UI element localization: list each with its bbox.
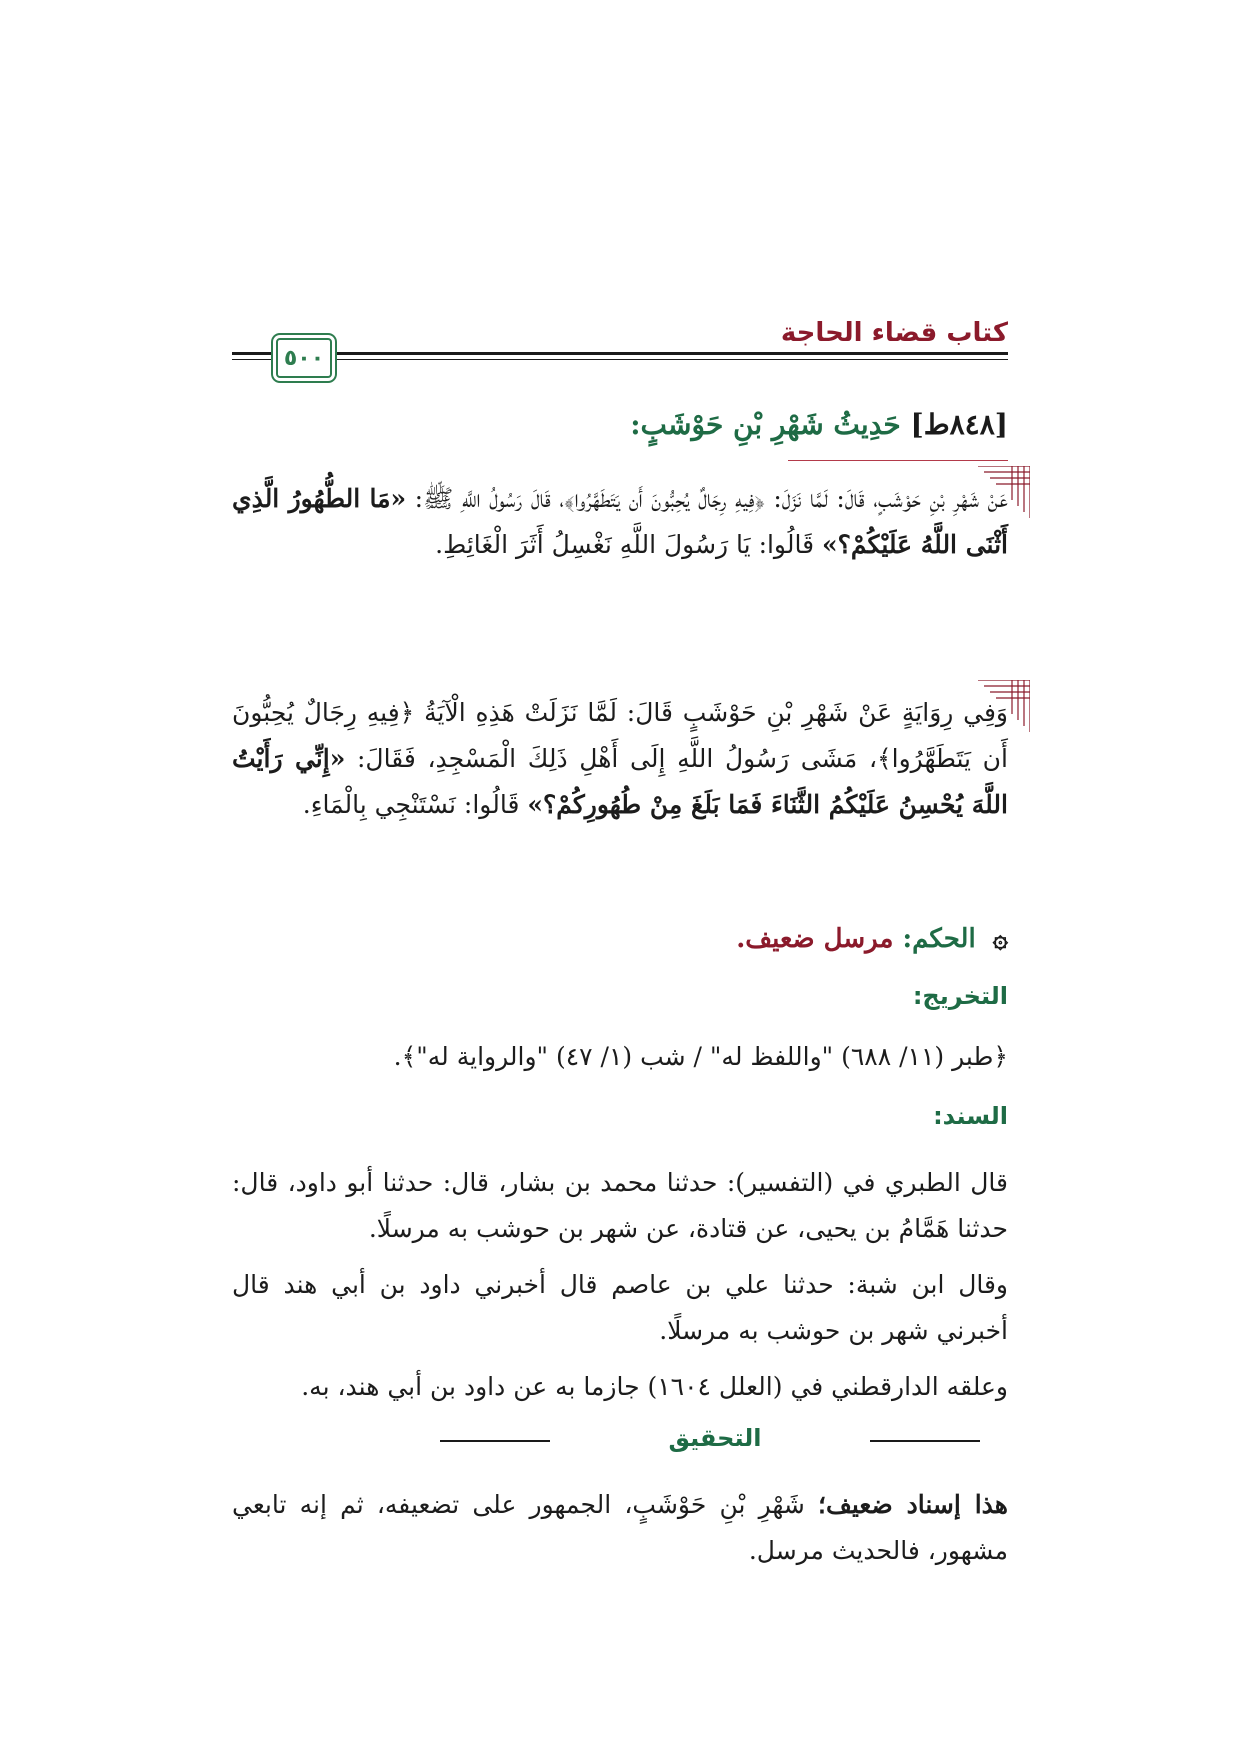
narration-2-text [232, 690, 1008, 828]
narration-block-2 [232, 690, 1008, 828]
ruling-label: الحكم: [902, 924, 976, 954]
book-title: كتاب قضاء الحاجة [780, 318, 1008, 348]
hadith-number: [٨٤٨ط] [910, 408, 1008, 441]
narration-1-prophet-quote: «مَا الطُّهُورُ الَّذِي أَثْنَى اللَّهُ عَلَيْكُمْ؟» [232, 484, 1008, 559]
sanad-paragraph-1: قال الطبري في (التفسير): حدثنا محمد بن بشار، قال: حدثنا أبو داود، قال: حدثنا هَمَّامُ بن يحيى، عن قتادة، عن شهر بن حوشب به مرسلًا. [232, 1168, 1008, 1243]
takhrij-text: ﴿طبر (١١/ ٦٨٨) "واللفظ له" / شب (١/ ٤٧) "والرواية له"﴾. [393, 1042, 1008, 1071]
narration-1-text [232, 476, 1008, 568]
hadith-title: حَدِيثُ شَهْرِ بْنِ حَوْشَبٍ: [630, 408, 901, 441]
narration-1-part-1: عَنْ شَهْرِ بْنِ حَوْشَبٍ، قَالَ: لَمَّا نَزَلَ: ﴿فِيهِ رِجَالٌ يُحِبُّونَ أَن يَتَطَهَّرُوا﴾، قَالَ رَسُولُ اللَّهِ ﷺ: [406, 484, 1008, 513]
narration-2-part-2: قَالُوا: نَسْتَنْجِي بِالْمَاءِ. [302, 790, 528, 819]
tahqiq-divider [0, 1420, 1240, 1460]
heading-rule [788, 460, 1008, 461]
takhrij-heading: التخريج: [912, 982, 1008, 1010]
header-rule [232, 352, 1008, 364]
tahqiq-body: شَهْرِ بْنِ حَوْشَبٍ، الجمهور على تضعيفه، ثم إنه تابعي مشهور، فالحديث مرسل. [232, 1490, 1008, 1565]
narration-block-1 [232, 476, 1008, 568]
ruling [736, 924, 1008, 954]
page-number: ٥٠٠ [276, 338, 332, 378]
narration-2-prophet-quote: «إِنِّي رَأَيْتُ اللَّهَ يُحْسِنُ عَلَيْكُمُ الثَّنَاءَ فَمَا بَلَغَ مِنْ طُهُورِكُمْ؟» [232, 744, 1008, 819]
corner-ornament-icon [978, 680, 1030, 732]
tahqiq-heading: التحقيق [668, 1424, 762, 1452]
sanad-paragraph-3: وعلقه الدارقطني في (العلل ١٦٠٤) جازما به عن داود بن أبي هند، به. [301, 1372, 1008, 1401]
tahqiq-text [232, 1482, 1008, 1574]
sanad-heading: السند: [933, 1102, 1008, 1130]
narration-2-part-1: وَفِي رِوَايَةٍ عَنْ شَهْرِ بْنِ حَوْشَبٍ قَالَ: لَمَّا نَزَلَتْ هَذِهِ الْآيَةُ ﴿فِيهِ رِجَالٌ يُحِبُّونَ أَن يَتَطَهَّرُوا﴾، مَشَى رَسُولُ اللَّهِ إِلَى أَهْلِ ذَلِكَ الْمَسْجِدِ، فَقَالَ: [232, 698, 1008, 773]
tahqiq-lead: هذا إسناد ضعيف؛ [818, 1490, 1008, 1519]
narration-1-part-2: قَالُوا: يَا رَسُولَ اللَّهِ نَغْسِلُ أَثَرَ الْغَائِطِ. [435, 530, 822, 559]
flower-icon: ۞ [992, 924, 1008, 954]
corner-ornament-icon [978, 466, 1030, 518]
ruling-value: مرسل ضعيف. [736, 924, 894, 954]
sanad-paragraph-2: وقال ابن شبة: حدثنا علي بن عاصم قال أخبرني داود بن أبي هند قال أخبرني شهر بن حوشب به مرسلًا. [232, 1270, 1008, 1345]
hadith-heading [630, 408, 1008, 441]
